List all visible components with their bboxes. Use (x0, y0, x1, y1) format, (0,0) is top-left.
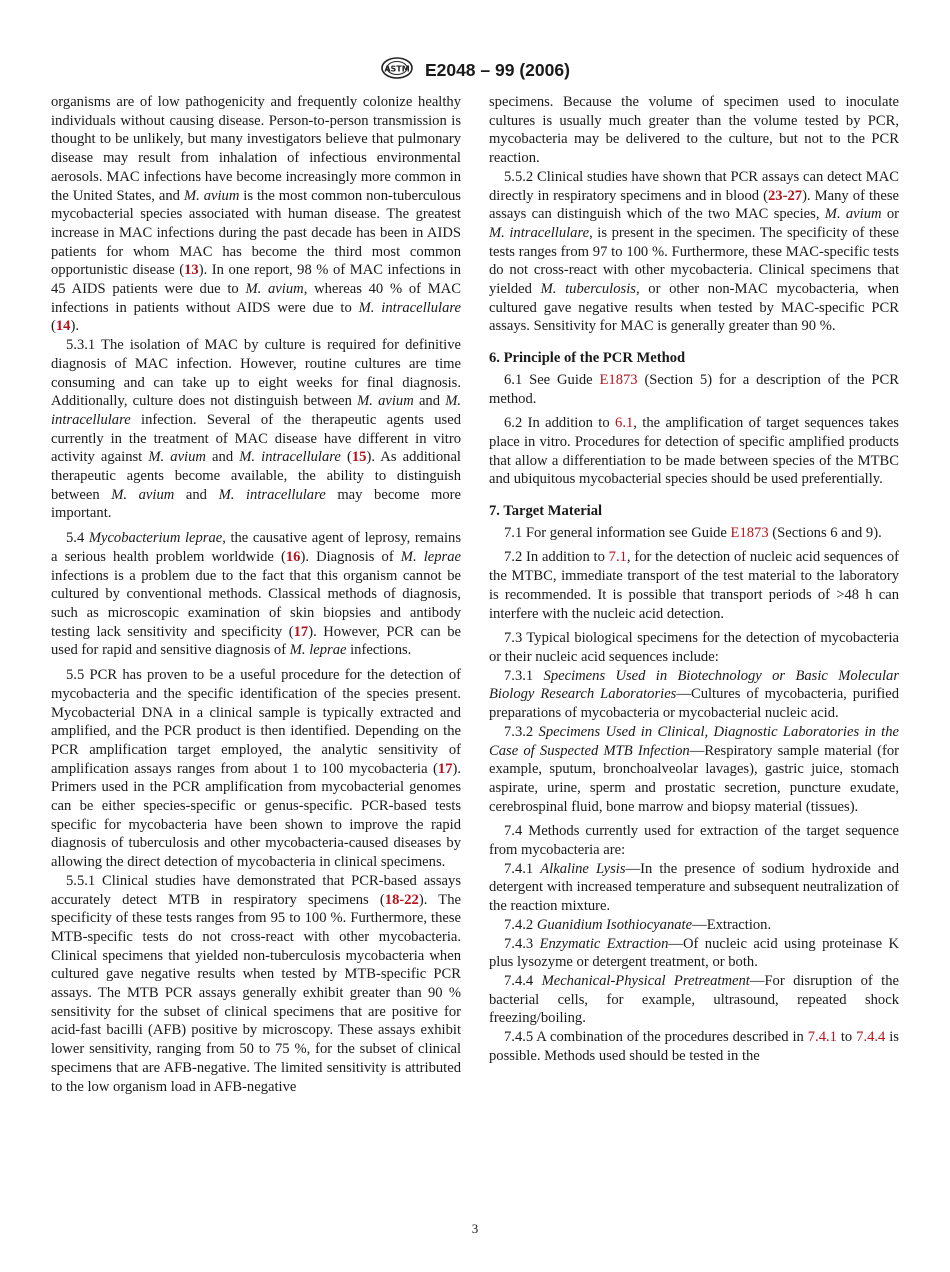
paragraph-6-2: 6.2 In addition to 6.1, the amplification of target sequences takes place in vitro. Procedures for detection of specific amplified products that allow a differentiation to be made between species of the MTBC and ubiquitous mycobacterial species should be used preferentially. (489, 415, 899, 488)
paragraph-7-3: 7.3 Typical biological specimens for the detection of mycobacteria or their nucleic acid sequences include: (489, 630, 899, 665)
reference-link[interactable]: 23-27 (768, 187, 803, 204)
paragraph-7-4-1: 7.4.1 Alkaline Lysis—In the presence of sodium hydroxide and detergent with increased temperature and subsequent neutralization of the reaction mixture. (489, 860, 899, 915)
paragraph-7-3-1: 7.3.1 Specimens Used in Biotechnology or Basic Molecular Biology Research Laboratories—Cultures of mycobacteria, purified preparations of mycobacteria or mycobacterial nucleic acid. (489, 667, 900, 722)
reference-link[interactable]: 17 (437, 760, 453, 777)
paragraph-5-5-1: 5.5.1 Clinical studies have demonstrated that PCR-based assays accurately detect MTB in respiratory specimens (18-22). The specificity of these tests ranges from 95 to 100 %. Furthermore, these MTB-specific tests do not cross-react with other mycobacteria. Clinical specimens that yielded non-tuberculosis mycobacteria when cultured gave negative results when tested by MTB-specific PCR assays. The MTB PCR assays generally exhibit greater than 90 % sensitivity for the subset of clinical specimens that are positive for acid-fast bacilli (AFB) positive by microscopy. These assays exhibit lower sensitivity, ranging from 50 to 75 %, for the subset of clinical specimens that are AFB-negative. The limited sensitivity is attributed to the low organism load in AFB-negative (51, 872, 461, 1095)
paragraph-5-3-1: 5.3.1 The isolation of MAC by culture is required for definitive diagnosis of MAC infection. However, routine cultures are time consuming and can take up to eight weeks for final diagnosis. Additionally, culture does not distinguish between M. avium and M. intracellulare infection. Several of the therapeutic agents used currently in the treatment of MAC disease have different in vitro activity against M. avium and M. intracellulare (15). As additional therapeutic agents become available, the ability to distinguish between M. avium and M. intracellulare may become more important. (51, 337, 462, 522)
paragraph-6-1: 6.1 See Guide E1873 (Section 5) for a description of the PCR method. (489, 371, 899, 407)
standard-designation: E2048 – 99 (2006) (424, 60, 570, 80)
paragraph-7-1: 7.1 For general information see Guide E1873 (Sections 6 and 9). (504, 524, 882, 541)
reference-link[interactable]: 15 (351, 449, 367, 466)
page-header (0, 56, 950, 85)
paragraph-7-4-2: 7.4.2 Guanidium Isothiocyanate—Extraction. (504, 916, 772, 933)
paragraph-7-2: 7.2 In addition to 7.1, for the detection of nucleic acid sequences of the MTBC, immediate transport of the test material to the laboratory is recommended. It is possible that transport periods of >48 h can interfere with the nucleic acid detection. (489, 549, 899, 622)
section-heading-6: 6. Principle of the PCR Method (489, 350, 686, 367)
paragraph-5-5-2: 5.5.2 Clinical studies have shown that PCR assays can detect MAC directly in respiratory specimens and in blood (23-27). Many of these assays can distinguish which of the two MAC species, M. avium or M. intracellulare, is present in the specimen. The specificity of these tests ranges from 97 to 100 %. Furthermore, these MAC-specific tests do not cross-react with other mycobacteria. Clinical specimens that yielded M. tuberculosis, or other non-MAC mycobacteria, when cultured gave negative results when tested by MAC-specific PCR assays. Sensitivity for MAC is generally greater than 90 %. (489, 168, 899, 335)
paragraph-7-4-3: 7.4.3 Enzymatic Extraction—Of nucleic acid using proteinase K plus lysozyme or detergent treatment, or both. (489, 935, 900, 971)
astm-logo-icon (380, 56, 414, 85)
reference-link[interactable]: 17 (293, 623, 309, 640)
section-heading-7: 7. Target Material (489, 503, 603, 520)
paragraph-5-5: 5.5 PCR has proven to be a useful procedure for the detection of mycobacteria and the specific identification of the species present. Mycobacterial DNA in a clinical sample is typically extracted and amplified, and the PCR product is then identified. Depending on the PCR amplification target employed, the analytic sensitivity of amplification assays ranges from about 1 to 100 mycobacteria (17). Primers used in the PCR amplification from mycobacterial genomes can be either species-specific or genus-specific. PCR-based tests specific for mycobacteria have been shown to improve the rapid diagnosis of tuberculosis and other mycobacteria-caused diseases by allowing the direct detection of mycobacteria in clinical specimens. (51, 667, 461, 871)
paragraph-7-4-4: 7.4.4 Mechanical-Physical Pretreatment—For disruption of the bacterial cells, for example, ultrasound, repeated shock freezing/boiling. (489, 972, 899, 1027)
reference-link[interactable]: 13 (184, 262, 199, 279)
section-link[interactable]: 7.1 (608, 549, 627, 566)
standard-link[interactable]: E1873 (730, 524, 769, 541)
section-link[interactable]: 7.4.1 (807, 1029, 837, 1046)
paragraph-5-3-continued: organisms are of low pathogenicity and frequently colonize healthy individuals without causing disease. Person-to-person transmission is thought to be unlikely, but many investigators believe that pulmonary disease may result from inhalation of infectious environmental aerosols. MAC infections have become increasingly more common in the United States, and M. avium is the most common non-tuberculous mycobacterial species associated with human disease. The greatest increase in MAC infections during the past decade has been in AIDS patients for whom MAC has become the third most common opportunistic disease (13). In one report, 98 % of MAC infections in 45 AIDS patients were due to M. avium, whereas 40 % of MAC infections in patients without AIDS were due to M. intracellulare (14). (51, 94, 462, 335)
section-link[interactable]: 6.1 (615, 415, 634, 432)
reference-link[interactable]: 16 (285, 548, 301, 565)
right-column (489, 93, 899, 1065)
paragraph-5-5-1-continued: specimens. Because the volume of specimen used to inoculate cultures is usually much greater than the volume tested by PCR, mycobacteria may be delivered to the culture, but not to the PCR reaction. (489, 94, 899, 167)
paragraph-5-4: 5.4 Mycobacterium leprae, the causative agent of leprosy, remains a serious health problem worldwide (16). Diagnosis of M. leprae infections is a problem due to the fact that this organism cannot be cultured by conventional methods. Classical methods of diagnosis, such as microscopic examination of skin biopsies and antibody testing lack sensitivity and specificity (17). However, PCR can be used for rapid and sensitive diagnosis of M. leprae infections. (51, 530, 462, 659)
page-number: 3 (471, 1221, 479, 1236)
section-link[interactable]: 7.4.4 (856, 1029, 886, 1046)
left-column (51, 93, 461, 1096)
paragraph-7-4: 7.4 Methods currently used for extraction of the target sequence from mycobacteria are: (489, 823, 899, 859)
reference-link[interactable]: 18-22 (384, 891, 419, 908)
reference-link[interactable]: 14 (55, 318, 71, 335)
paragraph-7-3-2: 7.3.2 Specimens Used in Clinical, Diagnostic Laboratories in the Case of Suspected MTB Infection—Respiratory sample material (for example, sputum, bronchoalveolar lavages), gastric juice, stomach aspirate, urine, sperm and prostatic secretion, puncture exudate, cerebrospinal fluid, bone marrow and biopsy material (tissues). (489, 723, 899, 815)
paragraph-7-4-5: 7.4.5 A combination of the procedures described in 7.4.1 to 7.4.4 is possible. Methods used should be tested in the (489, 1029, 899, 1064)
svg-text:ASTM: ASTM (384, 64, 410, 74)
standard-link[interactable]: E1873 (599, 371, 638, 388)
